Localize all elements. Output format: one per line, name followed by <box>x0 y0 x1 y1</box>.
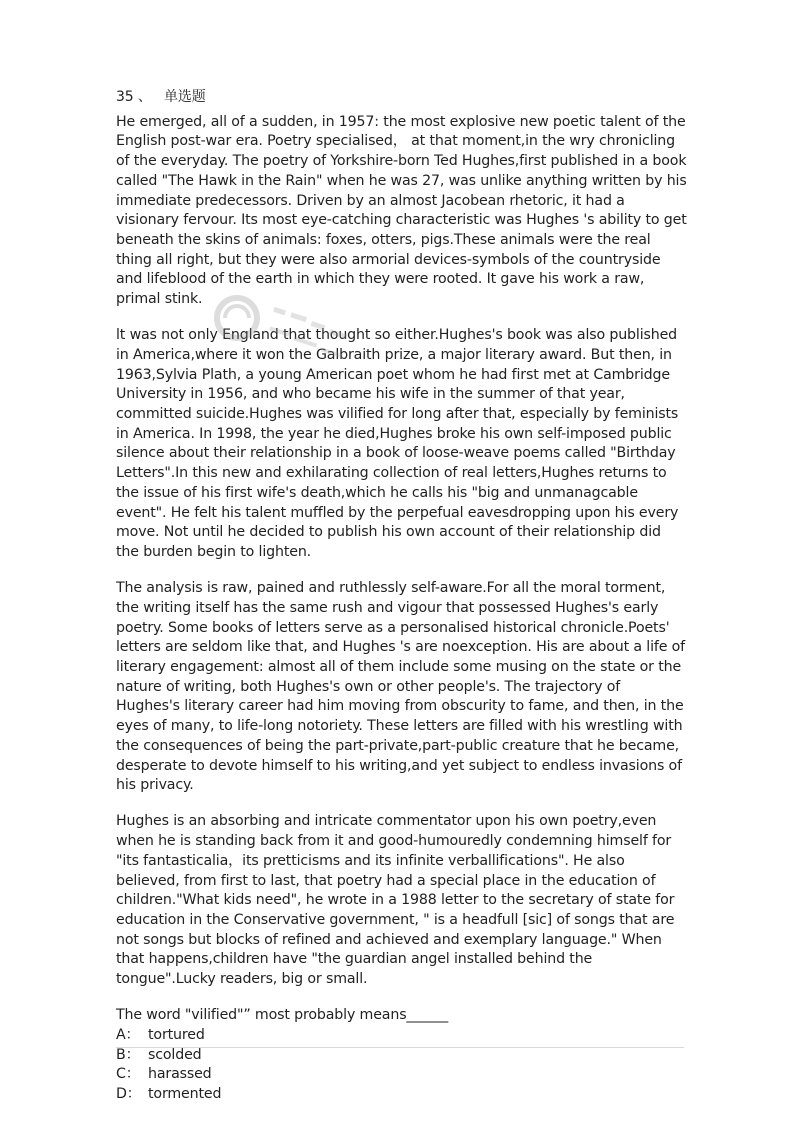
question-prompt: The word "vilified"” most probably means______ <box>116 1007 449 1024</box>
bottom-divider <box>116 1047 684 1048</box>
option-c-letter: C： <box>116 1066 140 1083</box>
question-number-text: 35 <box>116 89 134 105</box>
passage-paragraph-3: The analysis is raw, pained and ruthlessly self-aware.For all the moral torment, the writing itself has the same rush and vigour that possessed Hughes's early poetry. Some books of letters serve as a personalised historical chronicle.Poets' letters are seldom like that, and Hughes 's are noexception. His are about a life of literary engagement: almost all of them include some musing on the state or the nature of writing, both Hughes's own or other people's. The trajectory of Hughes's literary career had him moving from obscurity to fame, and then, in the eyes of many, to life-long notoriety. These letters are filled with his wrestling with the consequences of being the part-private,part-public creature that he became, desperate to devote himself to his writing,and yet subject to endless invasions of his privacy. <box>116 580 686 794</box>
question-type: 单选题 <box>164 89 206 105</box>
option-b[interactable] <box>116 1046 688 1066</box>
question-page <box>116 88 688 1105</box>
option-c[interactable] <box>116 1065 688 1085</box>
option-a-letter: A： <box>116 1026 140 1043</box>
option-a[interactable] <box>116 1026 688 1046</box>
option-d-letter: D： <box>116 1086 141 1103</box>
passage-paragraph-4: Hughes is an absorbing and intricate commentator upon his own poetry,even when he is standing back from it and good-humouredly condemning himself for "its fantasticalia，its pretticisms and its infinite verballifications". He also believed, from first to last, that poetry had a special place in the education of children."What kids need", he wrote in a 1988 letter to the secretary of state for education in the Conservative government, " is a headfull [sic] of songs that are not songs but blocks of refined and achieved and exemplary language." When that happens,children have "the guardian angel installed behind the tongue".Lucky readers, big or small. <box>116 813 675 988</box>
option-c-text: harassed <box>148 1066 212 1083</box>
question-header <box>116 88 688 108</box>
option-d-text: tormented <box>148 1086 222 1103</box>
passage-paragraph-1: He emerged, all of a sudden, in 1957: the most explosive new poetic talent of the English post-war era. Poetry specialised， at that moment,in the wry chronicling of the everyday. The poetry of Yorkshire-born Ted Hughes,first published in a book called "The Hawk in the Rain" when he was 27, was unlike anything written by his immediate predecessors. Driven by an almost Jacobean rhetoric, it had a visionary fervour. Its most eye-catching characteristic was Hughes 's ability to get beneath the skins of animals: foxes, otters, pigs.These animals were the real thing all right, but they were also armorial devices-symbols of the countryside and lifeblood of the earth in which they were rooted. It gave his work a raw, primal stink. <box>116 113 687 308</box>
passage-paragraph-2: lt was not only England that thought so either.Hughes's book was also published in America,where it won the Galbraith prize, a major literary award. But then, in 1963,Sylvia Plath, a young American poet whom he had first met at Cambridge University in 1956, and who became his wife in the summer of that year, committed suicide.Hughes was vilified for long after that, especially by feminists in America. In 1998, the year he died,Hughes broke his own self-imposed public silence about their relationship in a book of loose-weave poems called "Birthday Letters".In this new and exhilarating collection of real letters,Hughes returns to the issue of his first wife's death,which he calls his "big and unmanagcable event". He felt his talent muffled by the perpefual eavesdropping upon his every move. Not until he decided to publish his own account of their relationship did the burden begin to lighten. <box>116 327 679 560</box>
option-b-text: scolded <box>148 1046 202 1063</box>
answer-options <box>116 1026 688 1105</box>
option-b-letter: B： <box>116 1046 140 1063</box>
question-number-separator: 、 <box>137 89 152 105</box>
question-number <box>116 89 156 105</box>
option-a-text: tortured <box>148 1026 205 1043</box>
option-d[interactable] <box>116 1085 688 1105</box>
